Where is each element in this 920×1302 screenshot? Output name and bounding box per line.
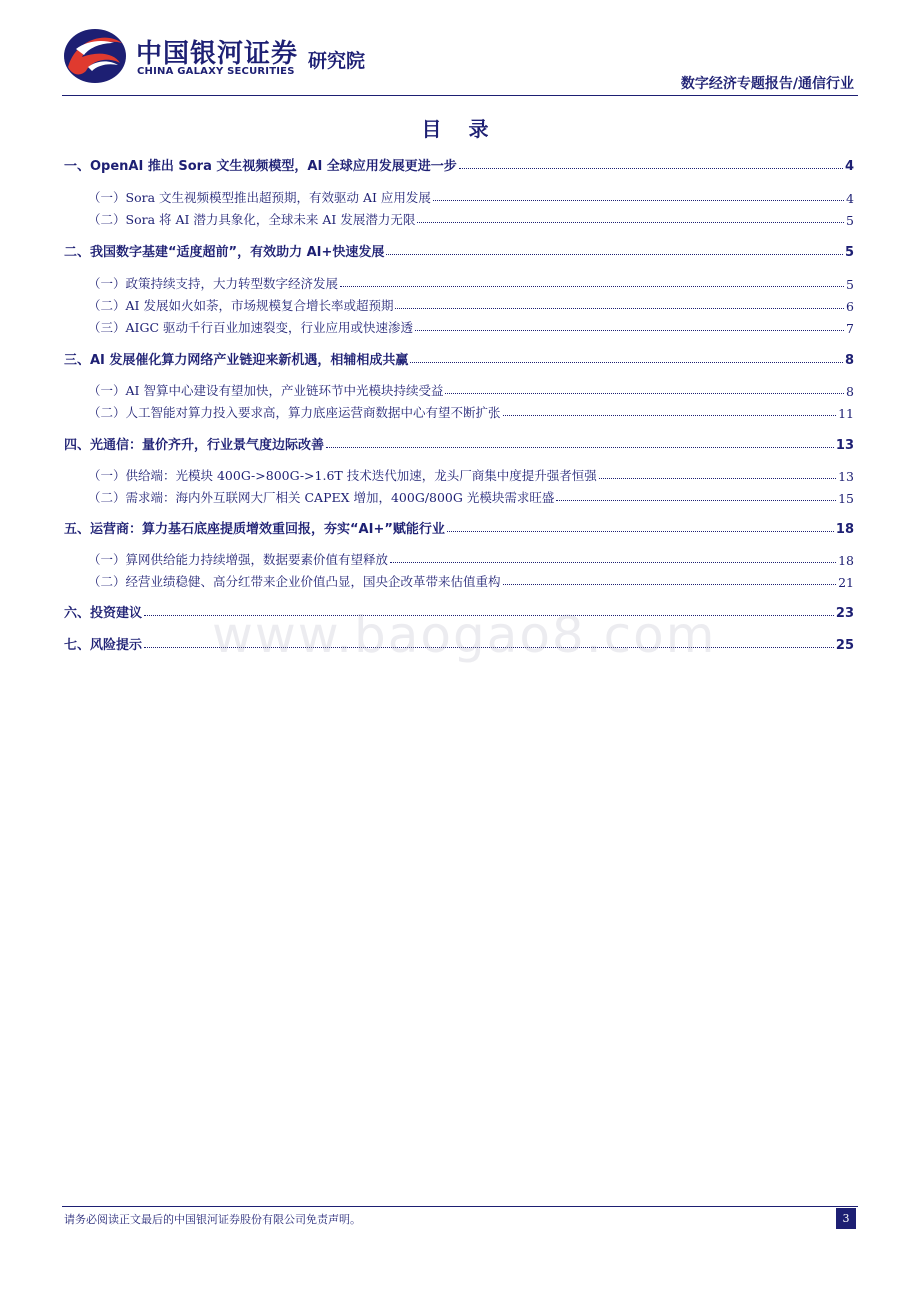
toc-dot-leader [459, 168, 843, 169]
toc-entry-title: （一）供给端：光模块 400G->800G->1.6T 技术迭代加速，龙头厂商集中度提升强者恒强 [88, 468, 597, 483]
toc-entry-page: 5 [846, 277, 854, 292]
toc-entry-title: （二）Sora 将 AI 潜力具象化，全球未来 AI 发展潜力无限 [88, 212, 416, 227]
toc-entry-title: （三）AIGC 驱动千行百业加速裂变，行业应用或快速渗透 [88, 320, 413, 335]
toc-entry-page: 18 [838, 553, 854, 568]
toc-entry-page: 4 [844, 159, 854, 174]
toc-section-entry[interactable] [64, 431, 854, 453]
toc-entry-title: （一）AI 智算中心建设有望加快，产业链环节中光模块持续受益 [88, 383, 444, 398]
toc-subsection-entry[interactable] [88, 546, 854, 568]
toc-entry-page: 25 [835, 638, 854, 653]
toc-entry-title: 五、运营商：算力基石底座提质增效重回报，夯实“AI+”赋能行业 [64, 522, 445, 537]
toc-entry-title: 二、我国数字基建“适度超前”，有效助力 AI+快速发展 [64, 245, 385, 260]
toc-entry-page: 13 [835, 438, 854, 453]
toc-entry-page: 21 [838, 575, 854, 590]
toc-dot-leader [326, 447, 834, 448]
toc-subsection-entry[interactable] [88, 377, 854, 399]
toc-subsection-entry[interactable] [88, 206, 854, 228]
toc-entry-title: （二）AI 发展如火如荼，市场规模复合增长率或超预期 [88, 298, 394, 313]
toc-entry-title: 一、OpenAI 推出 Sora 文生视频模型，AI 全球应用发展更进一步 [64, 159, 457, 174]
toc-dot-leader [390, 562, 836, 563]
page-header [0, 0, 920, 100]
toc-entry-title: （一）算网供给能力持续增强，数据要素价值有望释放 [88, 552, 389, 567]
toc-entry-title: 七、风险提示 [64, 638, 143, 653]
toc-entry-page: 5 [844, 245, 854, 260]
header-divider [62, 95, 858, 96]
toc-entry-page: 11 [838, 406, 854, 421]
watermark: www.baogao8.com [212, 606, 717, 664]
toc-section-entry[interactable] [64, 152, 854, 174]
toc-entry-title: 三、AI 发展催化算力网络产业链迎来新机遇，相辅相成共赢 [64, 353, 409, 368]
toc-section-entry[interactable] [64, 238, 854, 260]
brand-name-cn: 中国银河证券 [136, 39, 299, 69]
toc-dot-leader [417, 222, 844, 223]
toc-entry-page: 8 [844, 353, 854, 368]
toc-dot-leader [503, 415, 837, 416]
toc-entry-page: 18 [835, 522, 854, 537]
toc-entry-page: 6 [846, 299, 854, 314]
institute-name: 研究院 [308, 50, 366, 72]
toc-dot-leader [433, 200, 844, 201]
toc-dot-leader [556, 500, 836, 501]
toc-subsection-entry[interactable] [88, 399, 854, 421]
toc-dot-leader [599, 478, 836, 479]
toc-entry-page: 7 [846, 321, 854, 336]
toc-dot-leader [410, 362, 843, 363]
toc-subsection-entry[interactable] [88, 314, 854, 336]
brand-name-en: CHINA GALAXY SECURITIES [137, 66, 295, 77]
toc-subsection-entry[interactable] [88, 568, 854, 590]
toc-entry-title: 四、光通信：量价齐升，行业景气度边际改善 [64, 438, 325, 453]
toc-subsection-entry[interactable] [88, 484, 854, 506]
footer-disclaimer: 请务必阅读正文最后的中国银河证券股份有限公司免责声明。 [64, 1213, 361, 1226]
toc-section-entry[interactable] [64, 515, 854, 537]
toc-entry-title: （一）Sora 文生视频模型推出超预期，有效驱动 AI 应用发展 [88, 190, 431, 205]
toc-section-entry[interactable] [64, 346, 854, 368]
toc-dot-leader [415, 330, 844, 331]
toc-dot-leader [445, 393, 844, 394]
toc-subsection-entry[interactable] [88, 270, 854, 292]
toc-entry-page: 13 [838, 469, 854, 484]
toc-entry-page: 23 [835, 606, 854, 621]
toc-subsection-entry[interactable] [88, 184, 854, 206]
toc-subsection-entry[interactable] [88, 462, 854, 484]
toc-dot-leader [386, 254, 843, 255]
toc-entry-title: （二）人工智能对算力投入要求高，算力底座运营商数据中心有望不断扩张 [88, 405, 501, 420]
toc-subsection-entry[interactable] [88, 292, 854, 314]
toc-entry-title: 六、投资建议 [64, 606, 143, 621]
toc-dot-leader [447, 531, 834, 532]
china-galaxy-logo-icon [62, 27, 128, 85]
toc-entry-page: 5 [846, 213, 854, 228]
report-type: 数字经济专题报告/通信行业 [680, 76, 854, 92]
toc-dot-leader [503, 584, 837, 585]
toc-entry-page: 4 [846, 191, 854, 206]
footer-divider [62, 1206, 858, 1207]
page-number: 3 [836, 1208, 856, 1229]
toc-entry-page: 8 [846, 384, 854, 399]
toc-dot-leader [395, 308, 844, 309]
toc-entry-title: （二）需求端：海内外互联网大厂相关 CAPEX 增加，400G/800G 光模块需求旺盛 [88, 490, 555, 505]
toc-dot-leader [340, 286, 844, 287]
toc-entry-page: 15 [838, 491, 854, 506]
toc-entry-title: （一）政策持续支持，大力转型数字经济发展 [88, 276, 339, 291]
toc-entry-title: （二）经营业绩稳健、高分红带来企业价值凸显，国央企改革带来估值重构 [88, 574, 501, 589]
toc-title: 目 录 [421, 117, 499, 141]
